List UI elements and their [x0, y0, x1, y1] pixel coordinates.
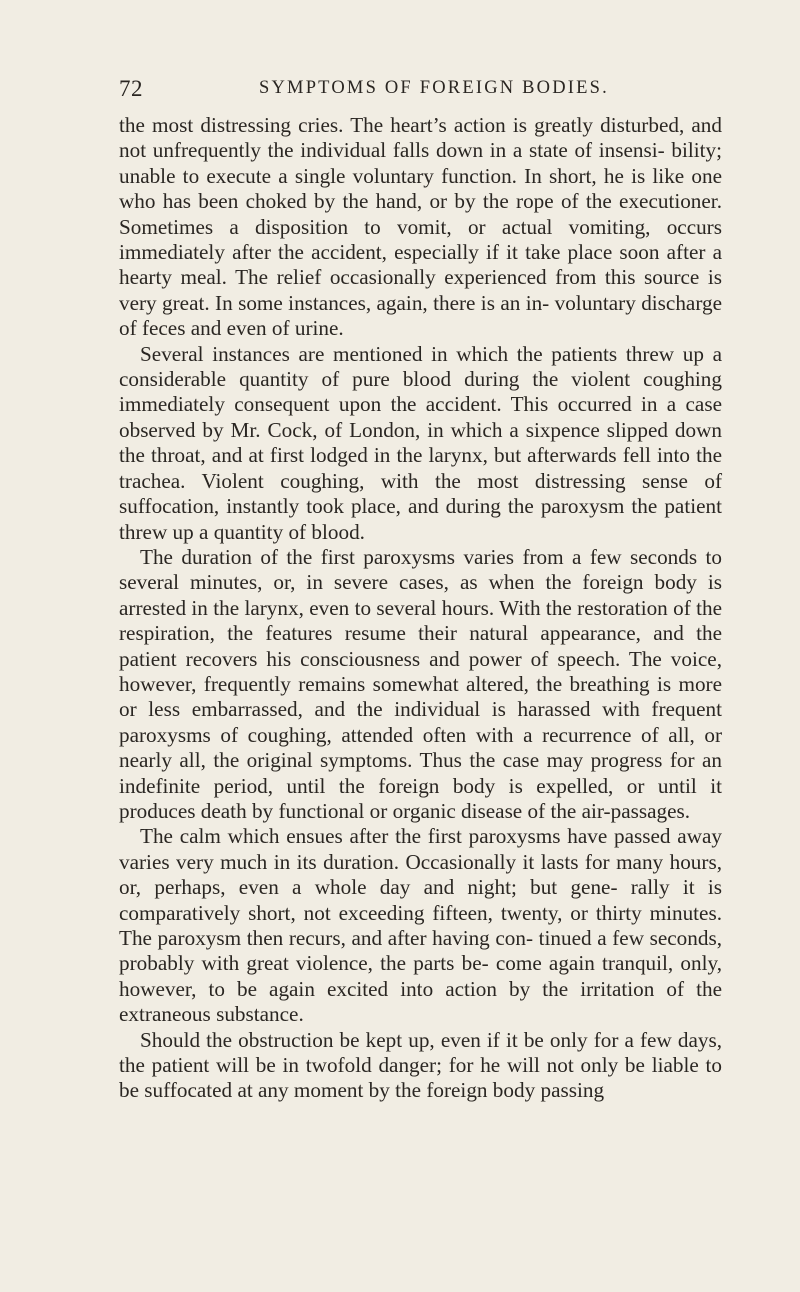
body-text — [119, 113, 722, 1104]
paragraph: The calm which ensues after the first paroxysms have passed away varies very much in its duration. Occasionally it lasts for many hours, or, perhaps, even a whole day and night; but gene- rally it is comparatively short, not exceeding fifteen, twenty, or thirty minutes. The paroxysm then recurs, and after having con- tinued a few seconds, probably with great violence, the parts be- come again tranquil, only, however, to be again excited into action by the irritation of the extraneous substance. — [119, 824, 722, 1027]
page-number: 72 — [119, 76, 143, 101]
running-head: SYMPTOMS OF FOREIGN BODIES. — [259, 78, 609, 98]
page-header — [119, 76, 722, 106]
paragraph: Several instances are mentioned in which the patients threw up a considerable quantity of pure blood during the violent coughing immediately consequent upon the accident. This occurred in a case observed by Mr. Cock, of London, in which a sixpence slipped down the throat, and at first lodged in the larynx, but afterwards fell into the trachea. Violent coughing, with the most distressing sense of suffocation, instantly took place, and during the paroxysm the patient threw up a quantity of blood. — [119, 341, 722, 544]
paragraph: The duration of the first paroxysms varies from a few seconds to several minutes, or, in severe cases, as when the foreign body is arrested in the larynx, even to several hours. With the restoration of the respiration, the features resume their natural appearance, and the patient recovers his consciousness and power of speech. The voice, however, frequently remains somewhat altered, the breathing is more or less embarrassed, and the individual is harassed with frequent paroxysms of coughing, attended often with a recurrence of all, or nearly all, the original symptoms. Thus the case may progress for an indefinite period, until the foreign body is expelled, or until it produces death by functional or organic disease of the air-passages. — [119, 544, 722, 823]
paragraph: Should the obstruction be kept up, even if it be only for a few days, the patient will be in twofold danger; for he will not only be liable to be suffocated at any moment by the foreign body passing — [119, 1027, 722, 1103]
paragraph: the most distressing cries. The heart’s action is greatly disturbed, and not unfrequently the individual falls down in a state of insensi- bility; unable to execute a single voluntary function. In short, he is like one who has been choked by the hand, or by the rope of the executioner. Sometimes a disposition to vomit, or actual vomiting, occurs immediately after the accident, especially if it take place soon after a hearty meal. The relief occasionally experienced from this source is very great. In some instances, again, there is an in- voluntary discharge of feces and even of urine. — [119, 113, 722, 341]
